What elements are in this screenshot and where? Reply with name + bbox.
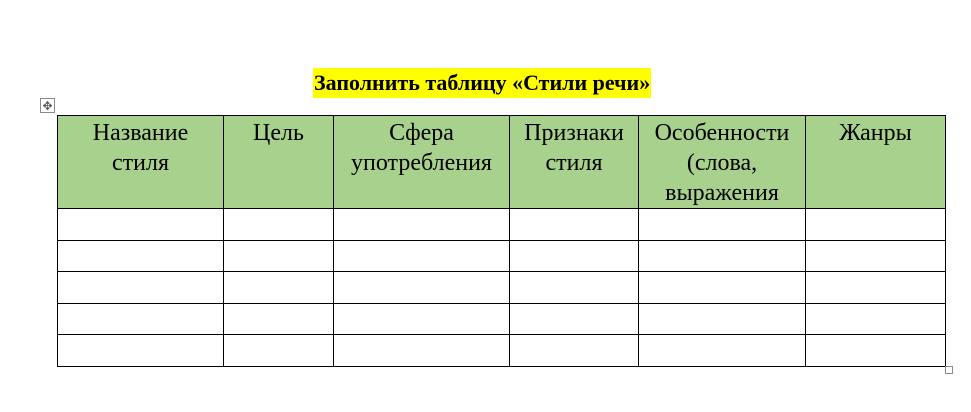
- styles-table: [57, 115, 946, 367]
- table-cell[interactable]: [334, 272, 510, 304]
- table-resize-handle-icon[interactable]: [945, 366, 953, 374]
- table-cell[interactable]: [510, 272, 639, 304]
- column-header[interactable]: Признаки стиля: [510, 116, 639, 209]
- table-row: [58, 335, 946, 367]
- column-header[interactable]: Цель: [224, 116, 334, 209]
- table-cell[interactable]: [639, 303, 806, 335]
- table-cell[interactable]: [806, 240, 946, 272]
- table-cell[interactable]: [334, 209, 510, 241]
- table-cell[interactable]: [58, 303, 224, 335]
- table-cell[interactable]: [224, 272, 334, 304]
- table-cell[interactable]: [806, 272, 946, 304]
- table-cell[interactable]: [224, 209, 334, 241]
- table-row: [58, 209, 946, 241]
- table-move-handle-icon[interactable]: ✥: [40, 98, 55, 113]
- table-cell[interactable]: [224, 240, 334, 272]
- table-cell[interactable]: [639, 272, 806, 304]
- table-cell[interactable]: [510, 335, 639, 367]
- column-header[interactable]: Название стиля: [58, 116, 224, 209]
- table-cell[interactable]: [334, 335, 510, 367]
- table-cell[interactable]: [224, 303, 334, 335]
- column-header[interactable]: Особенности (слова, выражения: [639, 116, 806, 209]
- table-cell[interactable]: [510, 303, 639, 335]
- table-cell[interactable]: [806, 335, 946, 367]
- table-cell[interactable]: [639, 335, 806, 367]
- table-cell[interactable]: [334, 240, 510, 272]
- table-cell[interactable]: [806, 303, 946, 335]
- table-cell[interactable]: [58, 335, 224, 367]
- column-header[interactable]: Сфера употребления: [334, 116, 510, 209]
- table-cell[interactable]: [224, 335, 334, 367]
- document-title: Заполнить таблицу «Стили речи»: [313, 68, 651, 98]
- table-cell[interactable]: [639, 240, 806, 272]
- table-cell[interactable]: [806, 209, 946, 241]
- table-row: [58, 303, 946, 335]
- table-cell[interactable]: [639, 209, 806, 241]
- table-cell[interactable]: [510, 209, 639, 241]
- table-cell[interactable]: [334, 303, 510, 335]
- table-cell[interactable]: [58, 240, 224, 272]
- table-row: [58, 240, 946, 272]
- table-cell[interactable]: [58, 272, 224, 304]
- table-cell[interactable]: [510, 240, 639, 272]
- column-header[interactable]: Жанры: [806, 116, 946, 209]
- table-header-row: [58, 116, 946, 209]
- table-cell[interactable]: [58, 209, 224, 241]
- table-row: [58, 272, 946, 304]
